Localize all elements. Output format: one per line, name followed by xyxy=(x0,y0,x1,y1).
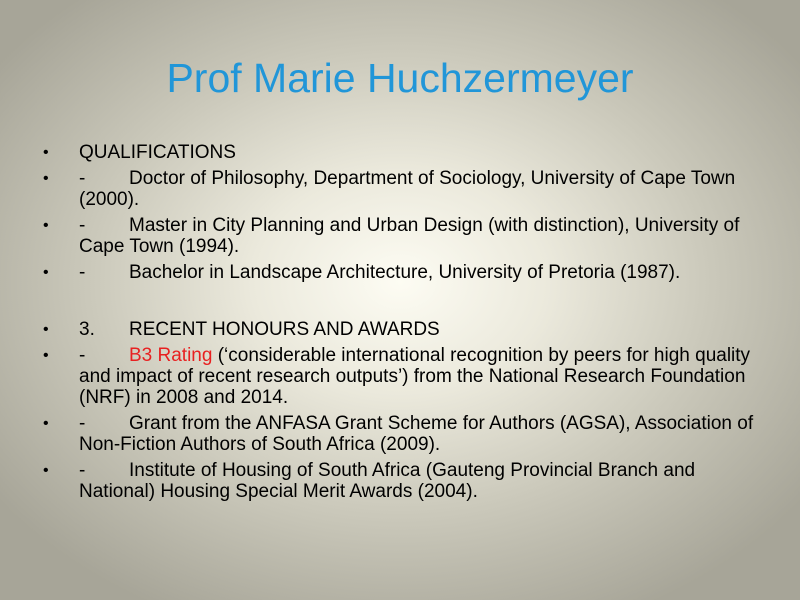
bullet-icon: • xyxy=(43,264,49,281)
bullet-icon: • xyxy=(43,217,49,234)
bullet-icon: • xyxy=(43,347,49,364)
qualification-text: Doctor of Philosophy, Department of Sociology, University of Cape Town (2000). xyxy=(79,168,736,210)
item-marker: - xyxy=(79,460,86,481)
slide-title: Prof Marie Huchzermeyer xyxy=(166,55,634,101)
bullet-icon: • xyxy=(43,321,49,338)
bullet-icon: • xyxy=(43,144,49,161)
list-item xyxy=(40,142,760,163)
item-marker: - xyxy=(79,168,86,189)
section-number: 3. xyxy=(79,319,95,340)
list-item xyxy=(40,319,760,340)
honours-heading: RECENT HONOURS AND AWARDS xyxy=(129,319,440,340)
qualification-text: Bachelor in Landscape Architecture, University of Pretoria (1987). xyxy=(129,262,681,283)
list-item xyxy=(40,460,760,502)
slide-content xyxy=(40,142,760,507)
list-item xyxy=(40,345,760,408)
list-item xyxy=(40,168,760,210)
honour-text: (‘considerable international recognition by peers for high quality and impact of recent research outputs’) from the National Research Foundation (NRF) in 2008 and 2014. xyxy=(79,345,751,408)
honour-text: Grant from the ANFASA Grant Scheme for Authors (AGSA), Association of Non-Fiction Authors of South Africa (2009). xyxy=(79,413,754,455)
honour-text: Institute of Housing of South Africa (Gauteng Provincial Branch and National) Housing Special Merit Awards (2004). xyxy=(79,460,696,502)
bullet-icon: • xyxy=(43,170,49,187)
qualification-text: Master in City Planning and Urban Design (with distinction), University of Cape Town (1994). xyxy=(79,215,740,257)
spacer xyxy=(40,288,760,319)
bullet-icon: • xyxy=(43,462,49,479)
item-marker: - xyxy=(79,345,86,366)
item-marker: - xyxy=(79,413,86,434)
b3-rating-highlight: B3 Rating xyxy=(129,345,213,366)
qualifications-heading: QUALIFICATIONS xyxy=(79,142,236,163)
item-marker: - xyxy=(79,262,86,283)
item-marker: - xyxy=(79,215,86,236)
list-item xyxy=(40,215,760,257)
list-item xyxy=(40,262,760,283)
list-item xyxy=(40,413,760,455)
bullet-icon: • xyxy=(43,415,49,432)
